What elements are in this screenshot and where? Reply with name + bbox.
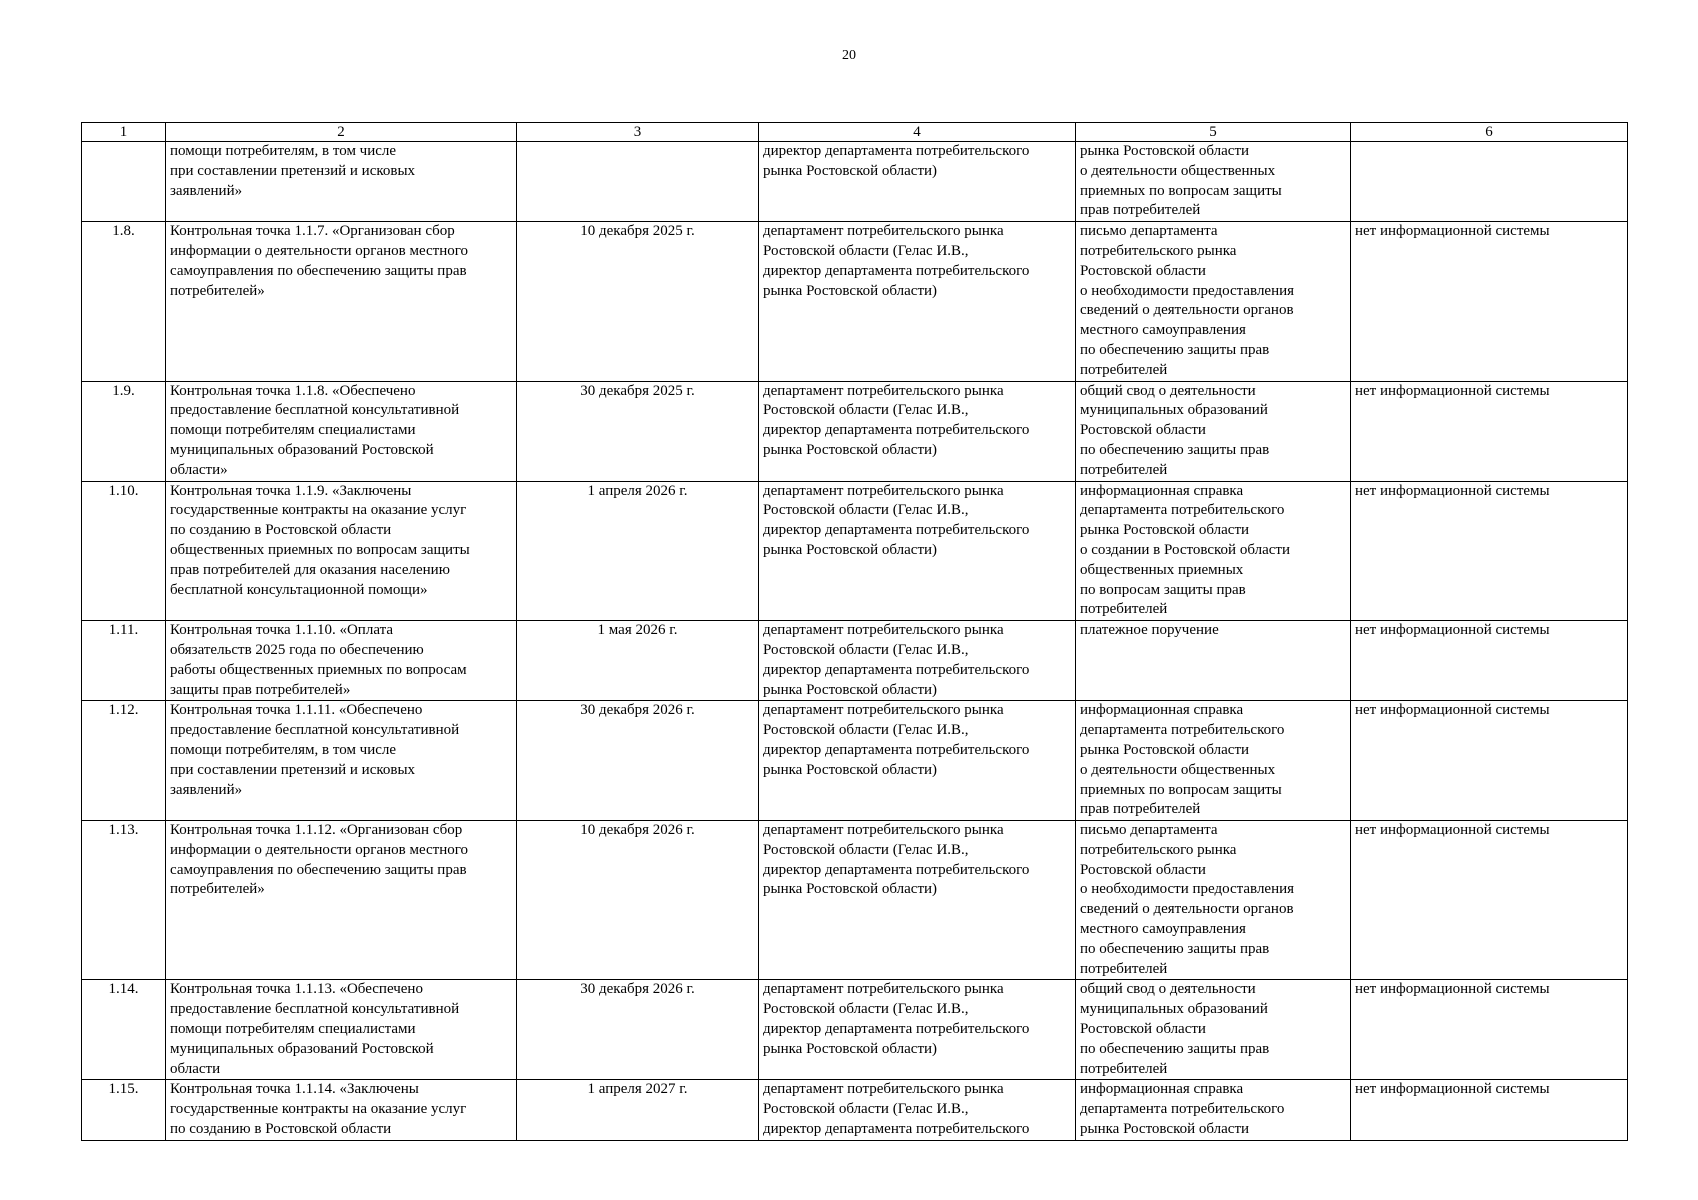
deadline-date: 1 апреля 2026 г. xyxy=(517,481,759,621)
header-cell: 2 xyxy=(166,123,517,142)
information-system: нет информационной системы xyxy=(1351,1080,1628,1140)
row-number: 1.11. xyxy=(82,621,166,701)
row-number: 1.13. xyxy=(82,821,166,980)
table-row xyxy=(82,701,1628,821)
table-row xyxy=(82,142,1628,222)
control-point-name: помощи потребителям, в том числе при составлении претензий и исковых заявлений» xyxy=(166,142,517,222)
information-system: нет информационной системы xyxy=(1351,701,1628,821)
header-cell: 5 xyxy=(1076,123,1351,142)
table-row xyxy=(82,222,1628,381)
row-number: 1.15. xyxy=(82,1080,166,1140)
header-cell: 3 xyxy=(517,123,759,142)
row-number: 1.12. xyxy=(82,701,166,821)
document-type: платежное поручение xyxy=(1076,621,1351,701)
control-point-name: Контрольная точка 1.1.7. «Организован сбор информации о деятельности органов местного самоуправления по обеспечению защиты прав потребителей» xyxy=(166,222,517,381)
information-system xyxy=(1351,142,1628,222)
row-number: 1.9. xyxy=(82,381,166,481)
header-cell: 4 xyxy=(759,123,1076,142)
row-number: 1.10. xyxy=(82,481,166,621)
deadline-date: 30 декабря 2026 г. xyxy=(517,980,759,1080)
row-number: 1.8. xyxy=(82,222,166,381)
control-point-name: Контрольная точка 1.1.14. «Заключены государственные контракты на оказание услуг по созданию в Ростовской области xyxy=(166,1080,517,1140)
page-number: 20 xyxy=(842,48,856,63)
table-row xyxy=(82,821,1628,980)
document-type: письмо департамента потребительского рынка Ростовской области о необходимости предоставления сведений о деятельности органов местного самоуправления по обеспечению защиты прав потребителей xyxy=(1076,222,1351,381)
control-point-name: Контрольная точка 1.1.11. «Обеспечено предоставление бесплатной консультативной помощи потребителям, в том числе при составлении претензий и исковых заявлений» xyxy=(166,701,517,821)
information-system: нет информационной системы xyxy=(1351,821,1628,980)
document-type: письмо департамента потребительского рынка Ростовской области о необходимости предоставления сведений о деятельности органов местного самоуправления по обеспечению защиты прав потребителей xyxy=(1076,821,1351,980)
table-row xyxy=(82,621,1628,701)
responsible-party: департамент потребительского рынка Ростовской области (Гелас И.В., директор департамента потребительского рынка Ростовской области) xyxy=(759,821,1076,980)
document-type: информационная справка департамента потребительского рынка Ростовской области о создании в Ростовской области общественных приемных по вопросам защиты прав потребителей xyxy=(1076,481,1351,621)
responsible-party: департамент потребительского рынка Ростовской области (Гелас И.В., директор департамента потребительского рынка Ростовской области) xyxy=(759,381,1076,481)
control-point-name: Контрольная точка 1.1.10. «Оплата обязательств 2025 года по обеспечению работы общественных приемных по вопросам защиты прав потребителей» xyxy=(166,621,517,701)
deadline-date xyxy=(517,142,759,222)
information-system: нет информационной системы xyxy=(1351,222,1628,381)
responsible-party: департамент потребительского рынка Ростовской области (Гелас И.В., директор департамента потребительского xyxy=(759,1080,1076,1140)
document-type: рынка Ростовской области о деятельности общественных приемных по вопросам защиты прав потребителей xyxy=(1076,142,1351,222)
control-points-table xyxy=(81,122,1628,1141)
document-type: общий свод о деятельности муниципальных образований Ростовской области по обеспечению защиты прав потребителей xyxy=(1076,980,1351,1080)
responsible-party: департамент потребительского рынка Ростовской области (Гелас И.В., директор департамента потребительского рынка Ростовской области) xyxy=(759,980,1076,1080)
table-row xyxy=(82,481,1628,621)
header-cell: 1 xyxy=(82,123,166,142)
table-row xyxy=(82,381,1628,481)
document-type: информационная справка департамента потребительского рынка Ростовской области о деятельности общественных приемных по вопросам защиты прав потребителей xyxy=(1076,701,1351,821)
responsible-party: департамент потребительского рынка Ростовской области (Гелас И.В., директор департамента потребительского рынка Ростовской области) xyxy=(759,481,1076,621)
control-point-name: Контрольная точка 1.1.8. «Обеспечено предоставление бесплатной консультативной помощи потребителям специалистами муниципальных образований Ростовской области» xyxy=(166,381,517,481)
information-system: нет информационной системы xyxy=(1351,621,1628,701)
responsible-party: директор департамента потребительского рынка Ростовской области) xyxy=(759,142,1076,222)
deadline-date: 1 апреля 2027 г. xyxy=(517,1080,759,1140)
responsible-party: департамент потребительского рынка Ростовской области (Гелас И.В., директор департамента потребительского рынка Ростовской области) xyxy=(759,621,1076,701)
responsible-party: департамент потребительского рынка Ростовской области (Гелас И.В., директор департамента потребительского рынка Ростовской области) xyxy=(759,701,1076,821)
document-type: общий свод о деятельности муниципальных образований Ростовской области по обеспечению защиты прав потребителей xyxy=(1076,381,1351,481)
control-point-name: Контрольная точка 1.1.12. «Организован сбор информации о деятельности органов местного самоуправления по обеспечению защиты прав потребителей» xyxy=(166,821,517,980)
table-row xyxy=(82,980,1628,1080)
information-system: нет информационной системы xyxy=(1351,481,1628,621)
document-type: информационная справка департамента потребительского рынка Ростовской области xyxy=(1076,1080,1351,1140)
information-system: нет информационной системы xyxy=(1351,381,1628,481)
deadline-date: 10 декабря 2025 г. xyxy=(517,222,759,381)
control-point-name: Контрольная точка 1.1.13. «Обеспечено предоставление бесплатной консультативной помощи потребителям специалистами муниципальных образований Ростовской области xyxy=(166,980,517,1080)
information-system: нет информационной системы xyxy=(1351,980,1628,1080)
deadline-date: 1 мая 2026 г. xyxy=(517,621,759,701)
deadline-date: 30 декабря 2026 г. xyxy=(517,701,759,821)
table-header-row xyxy=(82,123,1628,142)
control-point-name: Контрольная точка 1.1.9. «Заключены государственные контракты на оказание услуг по созданию в Ростовской области общественных приемных по вопросам защиты прав потребителей для оказания населению бесплатной консультационной помощи» xyxy=(166,481,517,621)
row-number xyxy=(82,142,166,222)
row-number: 1.14. xyxy=(82,980,166,1080)
table-row xyxy=(82,1080,1628,1140)
deadline-date: 30 декабря 2025 г. xyxy=(517,381,759,481)
header-cell: 6 xyxy=(1351,123,1628,142)
responsible-party: департамент потребительского рынка Ростовской области (Гелас И.В., директор департамента потребительского рынка Ростовской области) xyxy=(759,222,1076,381)
deadline-date: 10 декабря 2026 г. xyxy=(517,821,759,980)
